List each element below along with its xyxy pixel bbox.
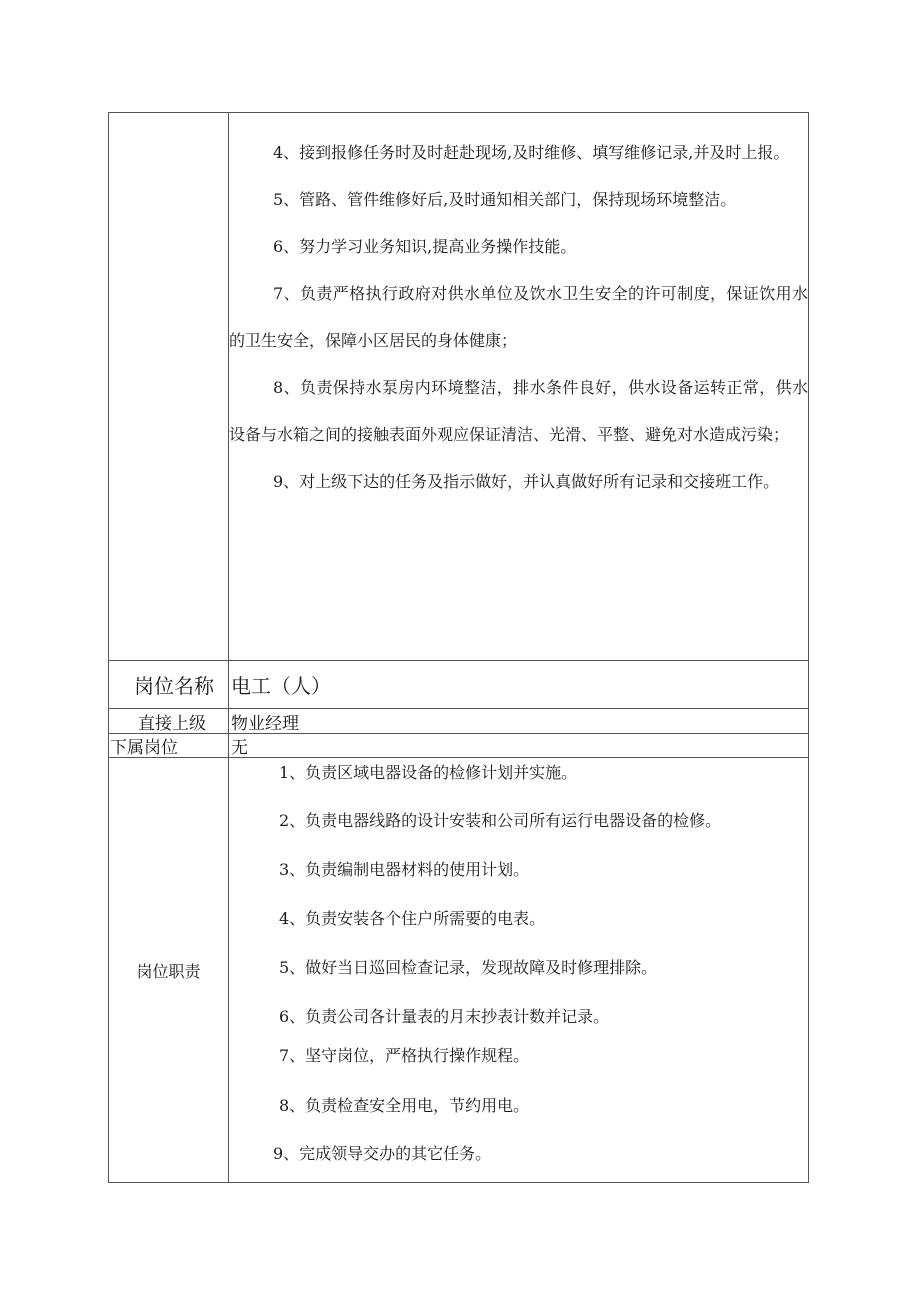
duty-item: 9、完成领导交办的其它任务。 <box>273 1144 492 1163</box>
subordinate-value: 无 <box>231 738 248 757</box>
continued-duty-item: 6、努力学习业务知识,提高业务操作技能。 <box>273 237 577 256</box>
continued-duties-cell <box>229 113 808 660</box>
continued-duty-item: 7、负责严格执行政府对供水单位及饮水卫生安全的许可制度，保证饮用水的卫生安全，保障小区居民的身体健康； <box>229 284 808 350</box>
duties-label: 岗位职责 <box>136 961 201 981</box>
continued-duty-item: 4、接到报修任务时及时赶赴现场,及时维修、填写维修记录,并及时上报。 <box>273 143 790 162</box>
duty-item: 3、负责编制电器材料的使用计划。 <box>279 860 530 879</box>
continued-duty-item: 5、管路、管件维修好后,及时通知相关部门，保持现场环境整洁。 <box>273 190 737 209</box>
duty-item: 5、做好当日巡回检查记录，发现故障及时修理排除。 <box>279 958 658 977</box>
subordinate-label: 下属岗位 <box>110 738 178 757</box>
duty-item: 4、负责安装各个住户所需要的电表。 <box>279 909 546 928</box>
duty-item: 6、负责公司各计量表的月末抄表计数并记录。 <box>279 1007 610 1026</box>
duty-item: 2、负责电器线路的设计安装和公司所有运行电器设备的检修。 <box>279 811 722 830</box>
continued-duty-item: 8、负责保持水泵房内环境整洁，排水条件良好，供水设备运转正常，供水设备与水箱之间的接触表面外观应保证清洁、光滑、平整、避免对水造成污染； <box>229 378 808 444</box>
duties-cell <box>229 758 808 1182</box>
position-name-label: 岗位名称 <box>134 674 214 698</box>
supervisor-value: 物业经理 <box>231 713 299 733</box>
duty-item: 7、坚守岗位，严格执行操作规程。 <box>279 1046 530 1065</box>
job-description-table <box>108 112 809 1183</box>
duty-item: 8、负责检查安全用电，节约用电。 <box>279 1096 530 1115</box>
duty-item: 1、负责区域电器设备的检修计划并实施。 <box>279 763 578 782</box>
supervisor-label: 直接上级 <box>138 713 206 733</box>
continued-duty-item: 9、对上级下达的任务及指示做好，并认真做好所有记录和交接班工作。 <box>273 472 780 491</box>
position-name-value: 电工（人） <box>231 674 331 698</box>
